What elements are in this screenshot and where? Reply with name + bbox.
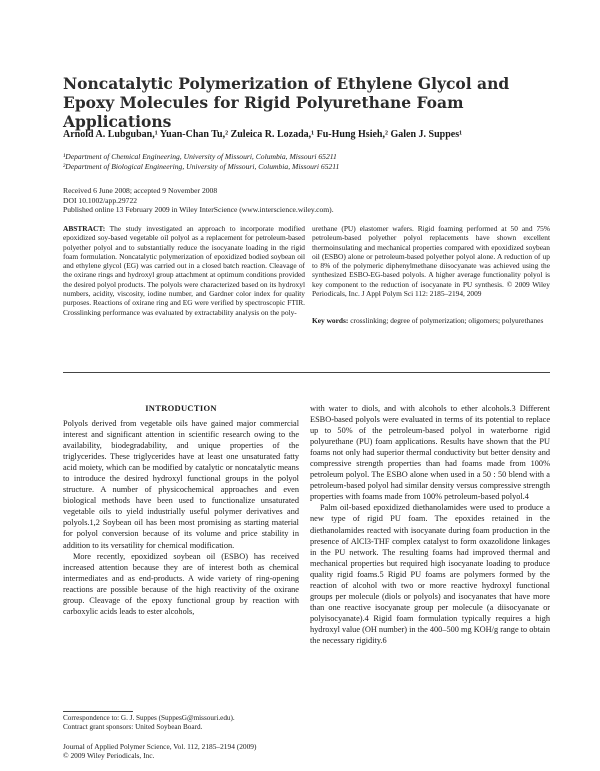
affiliation-1: ¹Department of Chemical Engineering, University of Missouri, Columbia, Missouri 65211: [63, 152, 337, 161]
column-right: [310, 403, 550, 646]
section-divider: [63, 372, 550, 373]
publication-dates: [63, 186, 334, 215]
correspondence: Correspondence to: G. J. Suppes (SuppesG@missouri.edu).: [63, 714, 235, 722]
intro-heading: INTRODUCTION: [145, 403, 217, 413]
abstract-label: ABSTRACT:: [63, 224, 106, 233]
received-date: Received 6 June 2008; accepted 9 November 2008: [63, 186, 218, 195]
grant-sponsor: Contract grant sponsors: United Soybean Board.: [63, 723, 203, 731]
journal-info: [63, 742, 299, 761]
footnote-divider: [63, 711, 133, 712]
affiliations: [63, 152, 339, 171]
footnote: [63, 714, 299, 732]
copyright: © 2009 Wiley Periodicals, Inc.: [63, 751, 155, 761]
column-left: [63, 418, 299, 617]
paragraph: More recently, epoxidized soybean oil (ESBO) has received increased attention because they are of interest both as chemical intermediates and as end-products. A wide variety of ring-opening reactions are possible because of the high reactivity of the oxirane group. Cleavage of the epoxy functional group by reaction with carboxylic acids leads to ester alcohols,: [63, 551, 299, 616]
paragraph: Polyols derived from vegetable oils have gained major commercial interest and significant attention in scientific research owing to the availability, biodegradability, and unique properties of the triglycerides. These triglycerides have at least one unsaturated fatty acid moiety, which can be modified by catalytic or noncatalytic means to introduce the desired hydroxyl functional groups in the polyol structure. A number of physicochemical approaches and even biological methods have been used to functionalize unsaturated vegetable oils to yield industrially useful polymer derivatives and polyols.1,2 Soybean oil has been most promising as starting material for polyol conversion because of its volume and price stability in addition to its versatility for chemical modification.: [63, 419, 299, 550]
keywords-label: Key words:: [312, 316, 349, 325]
author-list: Arnold A. Lubguban,¹ Yuan-Chan Tu,² Zuleica R. Lozada,¹ Fu-Hung Hsieh,² Galen J. Suppes¹: [63, 129, 463, 140]
abstract-left: [63, 224, 305, 317]
abstract-right: urethane (PU) elastomer wafers. Rigid foaming performed at 50 and 75% petroleum-based polyether polyol replacements have shown excellent thermoinsulating and mechanical properties compared with epoxidized soybean oil (ESBO) alone or petroleum-based polyether polyol alone. A reduction of up to 8% of the polymeric diphenylmethane diisocyanate was achieved using the synthesized ESBO-EG-based polyols. A higher average functionality polyol is key component to the reduction of isocyanate in PU synthesis. © 2009 Wiley Periodicals, Inc. J Appl Polym Sci 112: 2185–2194, 2009: [312, 224, 550, 299]
paper-title: Noncatalytic Polymerization of Ethylene Glycol and Epoxy Molecules for Rigid Polyurethane Foam Applications: [63, 74, 510, 131]
keywords-text: crosslinking; degree of polymerization; oligomers; polyurethanes: [350, 316, 544, 325]
affiliation-2: ²Department of Biological Engineering, University of Missouri, Columbia, Missouri 65211: [63, 161, 340, 171]
doi: DOI 10.1002/app.29722: [63, 195, 138, 205]
keywords: [312, 316, 550, 325]
abstract-text-left: The study investigated an approach to incorporate modified epoxidized soy-based vegetable oil polyol as a replacement for petroleum-based polyether polyol and to substantially reduce the isocyanate loading in the rigid foam formulation. Noncatalytic polymerization of epoxidized bodied soybean oil and ethylene glycol (EG) was carried out in a closed batch reaction. Cleavage of the oxirane rings and hydroxyl group attachment at optimum conditions provided the desired polyol products. The polyols were characterized based on its hydroxyl numbers, acidity, viscosity, iodine number, and Gardner color index for quality purposes. Reactions of oxirane ring and EG were verified by spectroscopic FTIR. Crosslinking performance was evaluated by extractability analysis on the poly-: [63, 224, 306, 317]
paragraph: Palm oil-based epoxidized diethanolamides were used to produce a new type of rigid PU foam. The epoxides retained in the diethanolamides reacted with isocyanate during foam production in the presence of AlCl3-THF complex catalyst to form oxazolidone linkages in the PU network. The resulting foams had improved thermal and mechanical properties but required high isocyanate loading to produce quality rigid foams.5 Rigid PU foams are polymers formed by the reaction of alcohol with two or more reactive hydroxyl functional groups per molecule (diols or polyols) and isocyanates that have more than one reactive isocyanate group per molecule (a diisocyanate or polyisocyanate).4 Rigid foam formulation typically requires a high hydroxyl value (OH number) in the 400–500 mg KOH/g range to obtain the necessary rigidity.6: [310, 503, 550, 645]
paragraph: with water to diols, and with alcohols to ether alcohols.3 Different ESBO-based polyols were evaluated in terms of its potential to replace up to 50% of the petroleum-based polyol in waterborne rigid polyurethane (PU) foam applications. Results have shown that the PU foams not only had superior thermal conductivity but better density and compressive strength properties than had foams made from 100% petroleum polyol. The ESBO alone when used in a 50 : 50 blend with a petroleum-based polyol had similar density versus compressive strength properties with foams made from 100% petroleum-based polyol.4: [310, 404, 550, 502]
published-online: Published online 13 February 2009 in Wiley InterScience (www.interscience.wiley.com).: [63, 205, 334, 214]
journal-citation: Journal of Applied Polymer Science, Vol. 112, 2185–2194 (2009): [63, 742, 257, 751]
